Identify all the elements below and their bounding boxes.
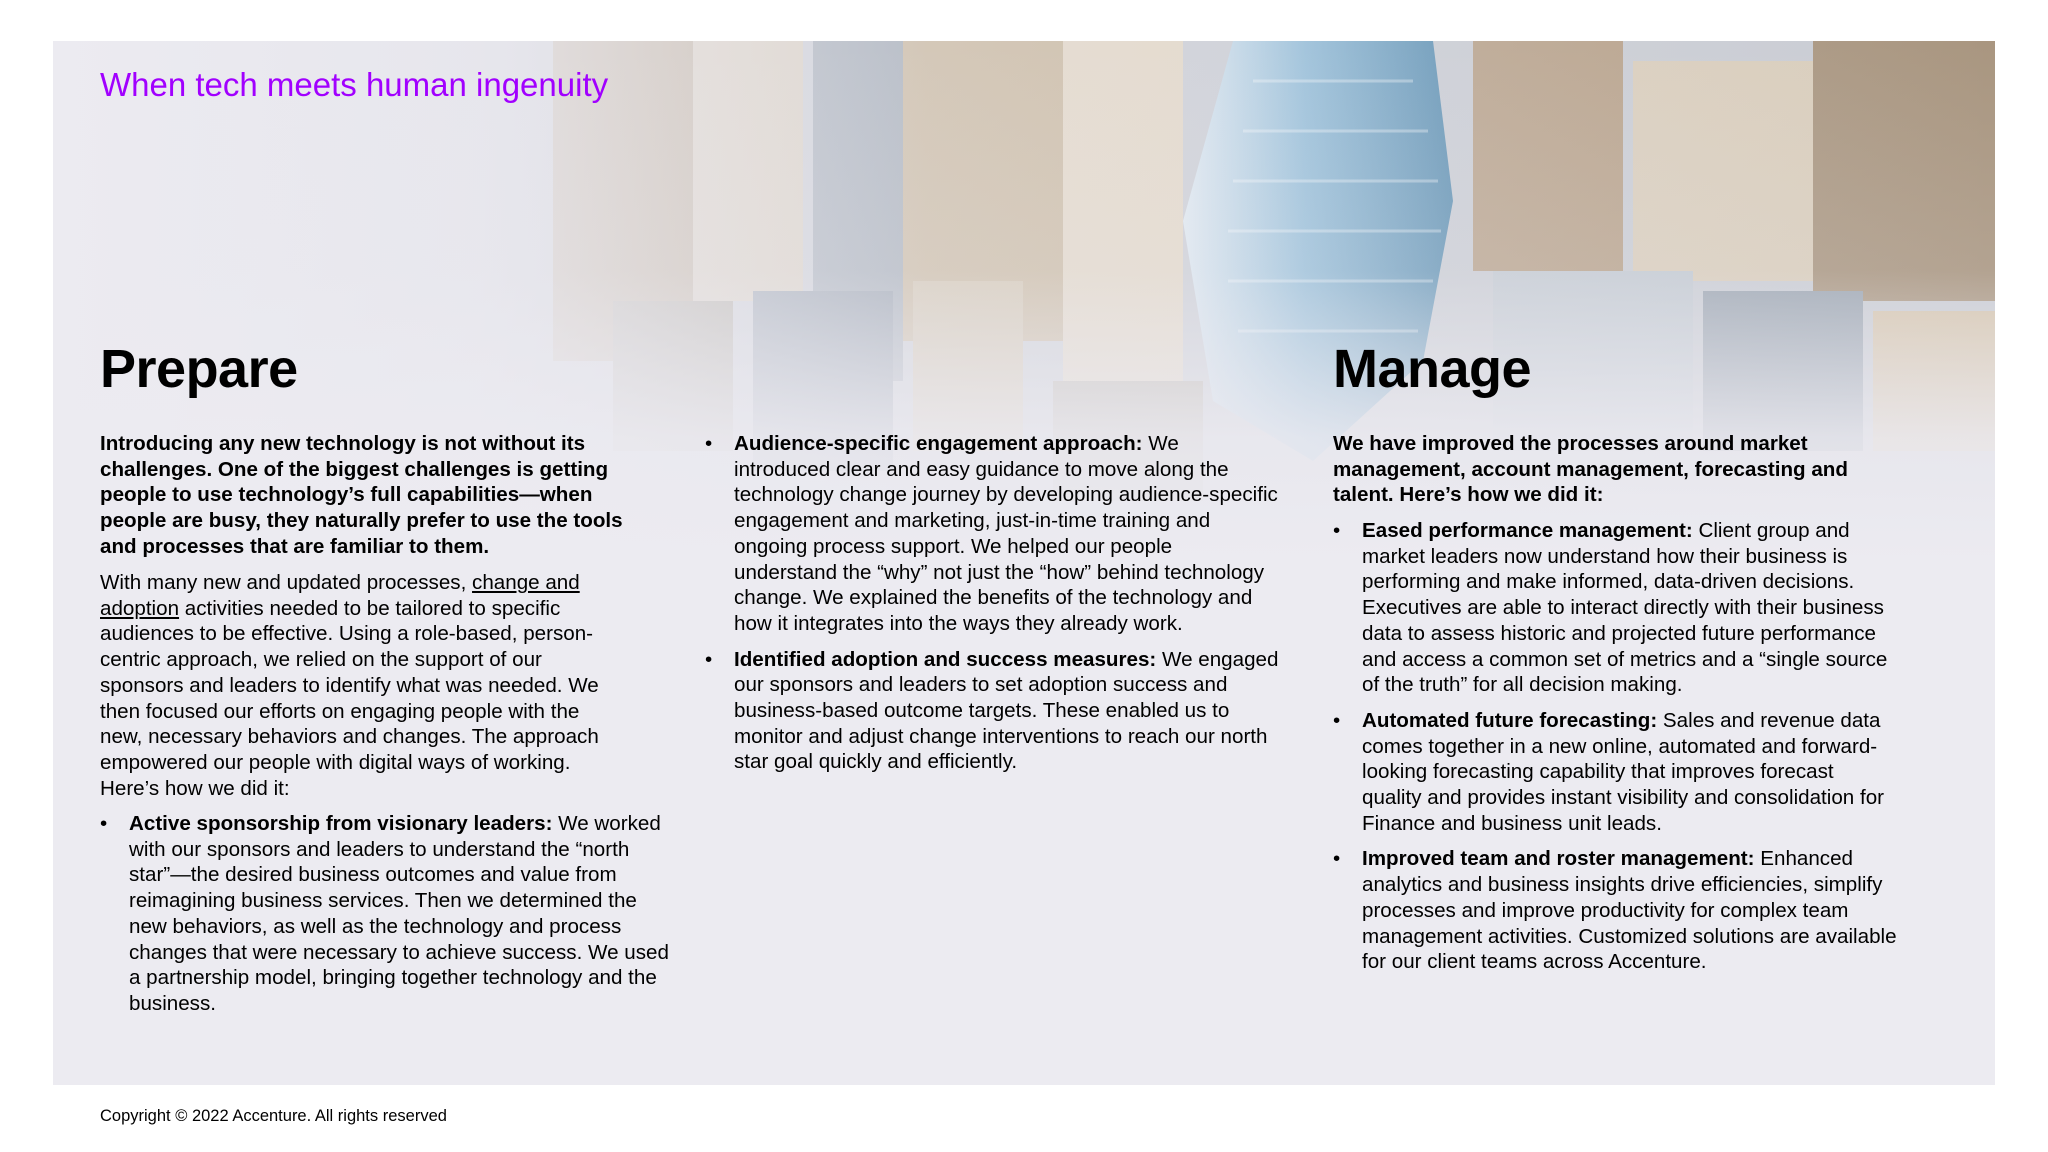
list-item <box>705 647 1280 776</box>
bullet-text: Enhanced analytics and business insights drive efficiencies, simplify processes and improve productivity for complex team management activities. Customized solutions are available for our client teams across Accenture. <box>1362 847 1897 974</box>
tagline: When tech meets human ingenuity <box>100 66 609 103</box>
copyright-notice: Copyright © 2022 Accenture. All rights reserved <box>100 1107 447 1125</box>
list-item <box>1333 846 1898 975</box>
list-item <box>100 811 675 1017</box>
list-item <box>1333 708 1898 837</box>
prepare-heading: Prepare <box>100 339 298 399</box>
change-and-adoption-link[interactable]: change and adoption <box>100 571 580 620</box>
prepare-paragraph <box>100 570 620 801</box>
prepare-intro: Introducing any new technology is not without its challenges. One of the biggest challenges is getting people to use technology’s full capabilities—when people are busy, they naturally prefer to use the tools and processes that are familiar to them. <box>100 432 623 558</box>
bullet-title: Identified adoption and success measures: <box>734 647 1157 671</box>
bullet-text: We engaged our sponsors and leaders to set adoption success and business-based outcome targets. These enabled us to monitor and adjust change interventions to reach our north star goal quickly and efficiently. <box>734 647 1279 774</box>
bullet-title: Eased performance management: <box>1362 519 1693 542</box>
bullet-text: We introduced clear and easy guidance to move along the technology change journey by developing audience-specific engagement and marketing, just-in-time training and ongoing process support. We helped our people understand the “why” not just the “how” behind technology change. We explained the benefits of the technology and how it integrates into the ways they already work. <box>734 432 1278 635</box>
list-item <box>705 431 1280 637</box>
prepare-paragraph-text-1: With many new and updated processes, <box>100 571 473 594</box>
bullet-text: We worked with our sponsors and leaders to understand the “north star”—the desired business outcomes and value from reimagining business services. Then we determined the new behaviors, as well as the technology and process changes that were necessary to achieve success. We used a partnership model, bringing together technology and the business. <box>129 812 669 1015</box>
bullet-title: Improved team and roster management: <box>1362 847 1755 871</box>
list-item <box>1333 518 1898 698</box>
manage-heading: Manage <box>1333 339 1532 399</box>
manage-bullet-list <box>1333 518 1898 985</box>
manage-intro: We have improved the processes around market management, account management, forecasting and talent. Here’s how we did it: <box>1333 432 1848 507</box>
bullet-title: Audience-specific engagement approach: <box>734 432 1143 455</box>
prepare-bullet-list <box>100 811 675 1027</box>
bullet-text: Client group and market leaders now understand how their business is performing and make informed, data-driven decisions. Executives are able to interact directly with their business data to assess historic and projected future performance and access a common set of metrics and a “single source of the truth” for all decision making. <box>1362 519 1888 697</box>
prepare-paragraph-text-2: activities needed to be tailored to specific audiences to be effective. Using a role-based, person-centric approach, we relied on the support of our sponsors and leaders to identify what was needed. We then focused our efforts on engaging people with the new, necessary behaviors and changes. The approach empowered our people with digital ways of working. Here’s how we did it: <box>100 596 599 800</box>
bullet-title: Active sponsorship from visionary leaders: <box>129 812 553 835</box>
bullet-text: Sales and revenue data comes together in a new online, automated and forward-looking forecasting capability that improves forecast quality and provides instant visibility and consolidation for Finance and business unit leads. <box>1362 708 1885 835</box>
prepare-continued-bullet-list <box>705 431 1280 785</box>
bullet-title: Automated future forecasting: <box>1362 708 1658 732</box>
